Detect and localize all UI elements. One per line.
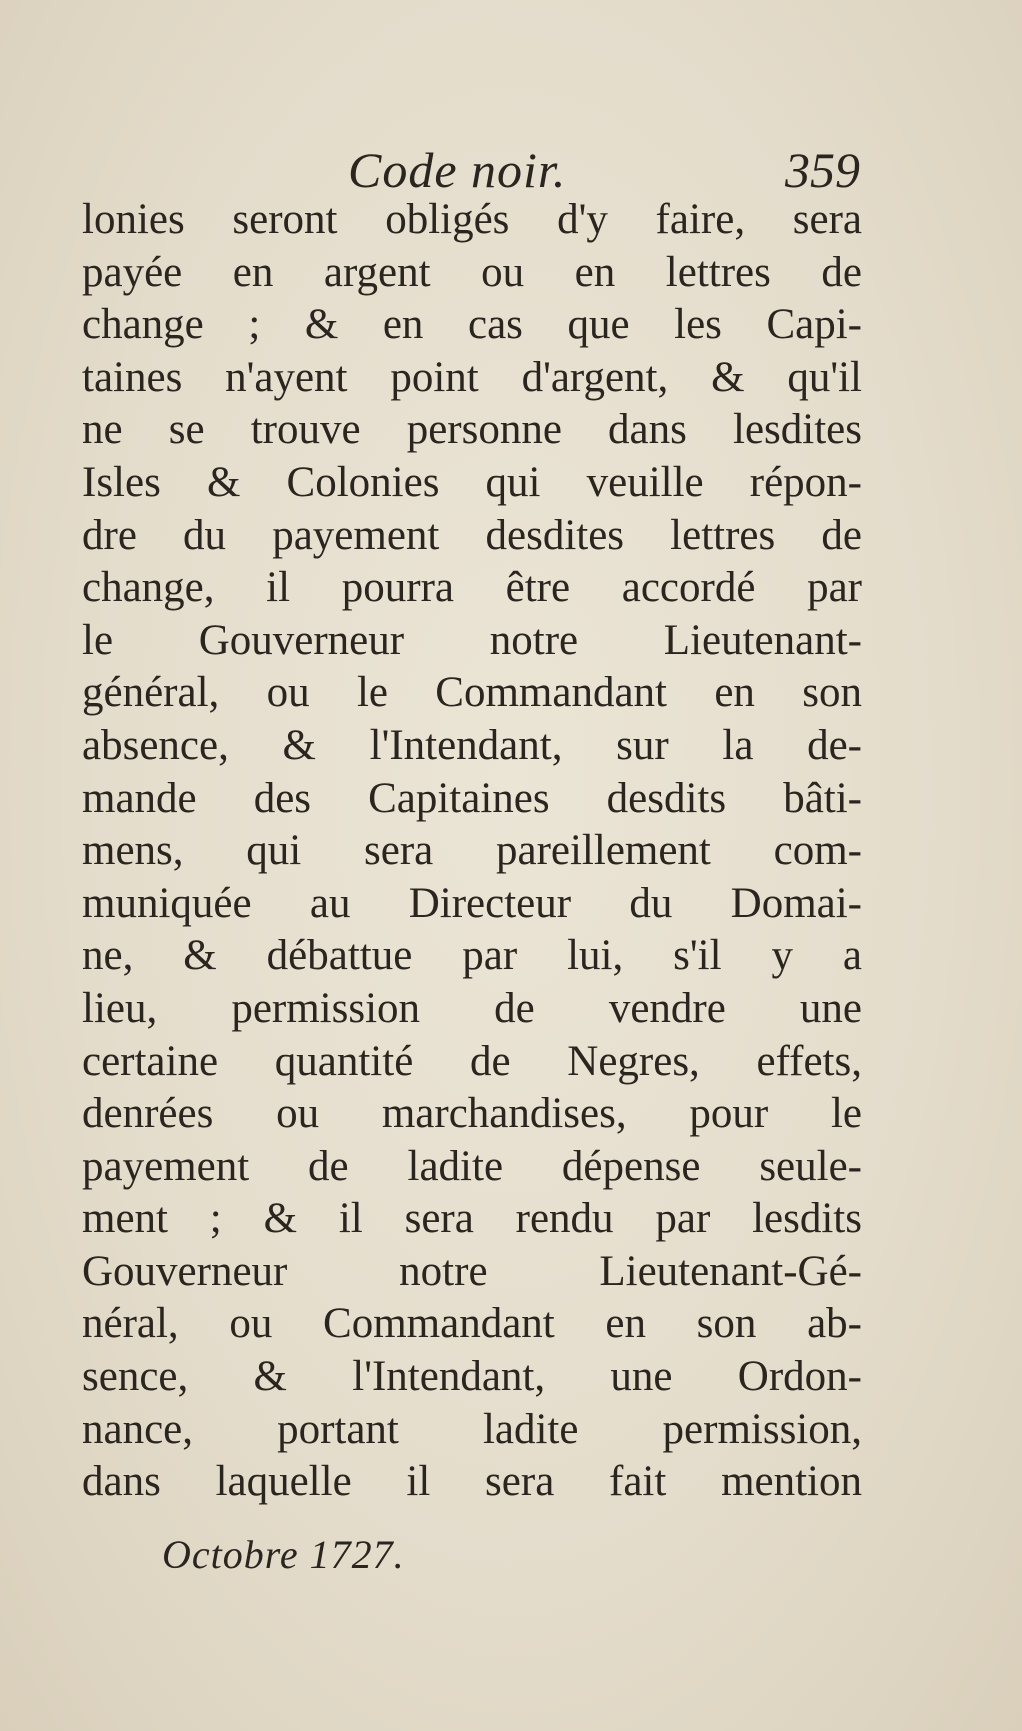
text-line: lonies seront obligés d'y faire, sera (82, 196, 862, 243)
text-line: nance, portant ladite permission, (82, 1405, 862, 1453)
text-line: denrées ou marchandises, pour le (82, 1090, 862, 1138)
text-line: Isles & Colonies qui veuille répon- (82, 458, 862, 506)
text-line: absence, & l'Intendant, sur la de- (82, 721, 862, 769)
text-line: lieu, permission de vendre une (82, 984, 862, 1032)
text-line: ne, & débattue par lui, s'il y a (82, 932, 862, 980)
text-line: change ; & en cas que les Capi- (82, 301, 862, 349)
text-line: dre du payement desdites lettres de (82, 511, 862, 559)
text-line: payée en argent ou en lettres de (82, 248, 862, 296)
text-line: le Gouverneur notre Lieutenant- (82, 616, 862, 664)
text-line: dans laquelle il sera fait mention (82, 1458, 862, 1506)
text-line: néral, ou Commandant en son ab- (82, 1300, 862, 1348)
text-line: Gouverneur notre Lieutenant-Gé- (82, 1247, 862, 1295)
text-line: mens, qui sera pareillement com- (82, 827, 862, 875)
text-line: certaine quantité de Negres, effets, (82, 1037, 862, 1085)
body-text (82, 194, 862, 1509)
text-line: général, ou le Commandant en son (82, 669, 862, 717)
catchword: Octobre 1727. (162, 1532, 405, 1577)
text-line: sence, & l'Intendant, une Ordon- (82, 1353, 862, 1401)
text-line: change, il pourra être accordé par (82, 564, 862, 612)
page-header (80, 140, 860, 200)
text-line: taines n'ayent point d'argent, & qu'il (82, 353, 862, 401)
text-line: muniquée au Directeur du Domai- (82, 879, 862, 927)
text-line: ne se trouve personne dans lesdites (82, 406, 862, 454)
text-line: mande des Capitaines desdits bâti- (82, 774, 862, 822)
page-number: 359 (785, 142, 860, 198)
text-line: ment ; & il sera rendu par lesdits (82, 1195, 862, 1243)
text-line: payement de ladite dépense seule- (82, 1142, 862, 1190)
running-title: Code noir. (348, 142, 567, 198)
